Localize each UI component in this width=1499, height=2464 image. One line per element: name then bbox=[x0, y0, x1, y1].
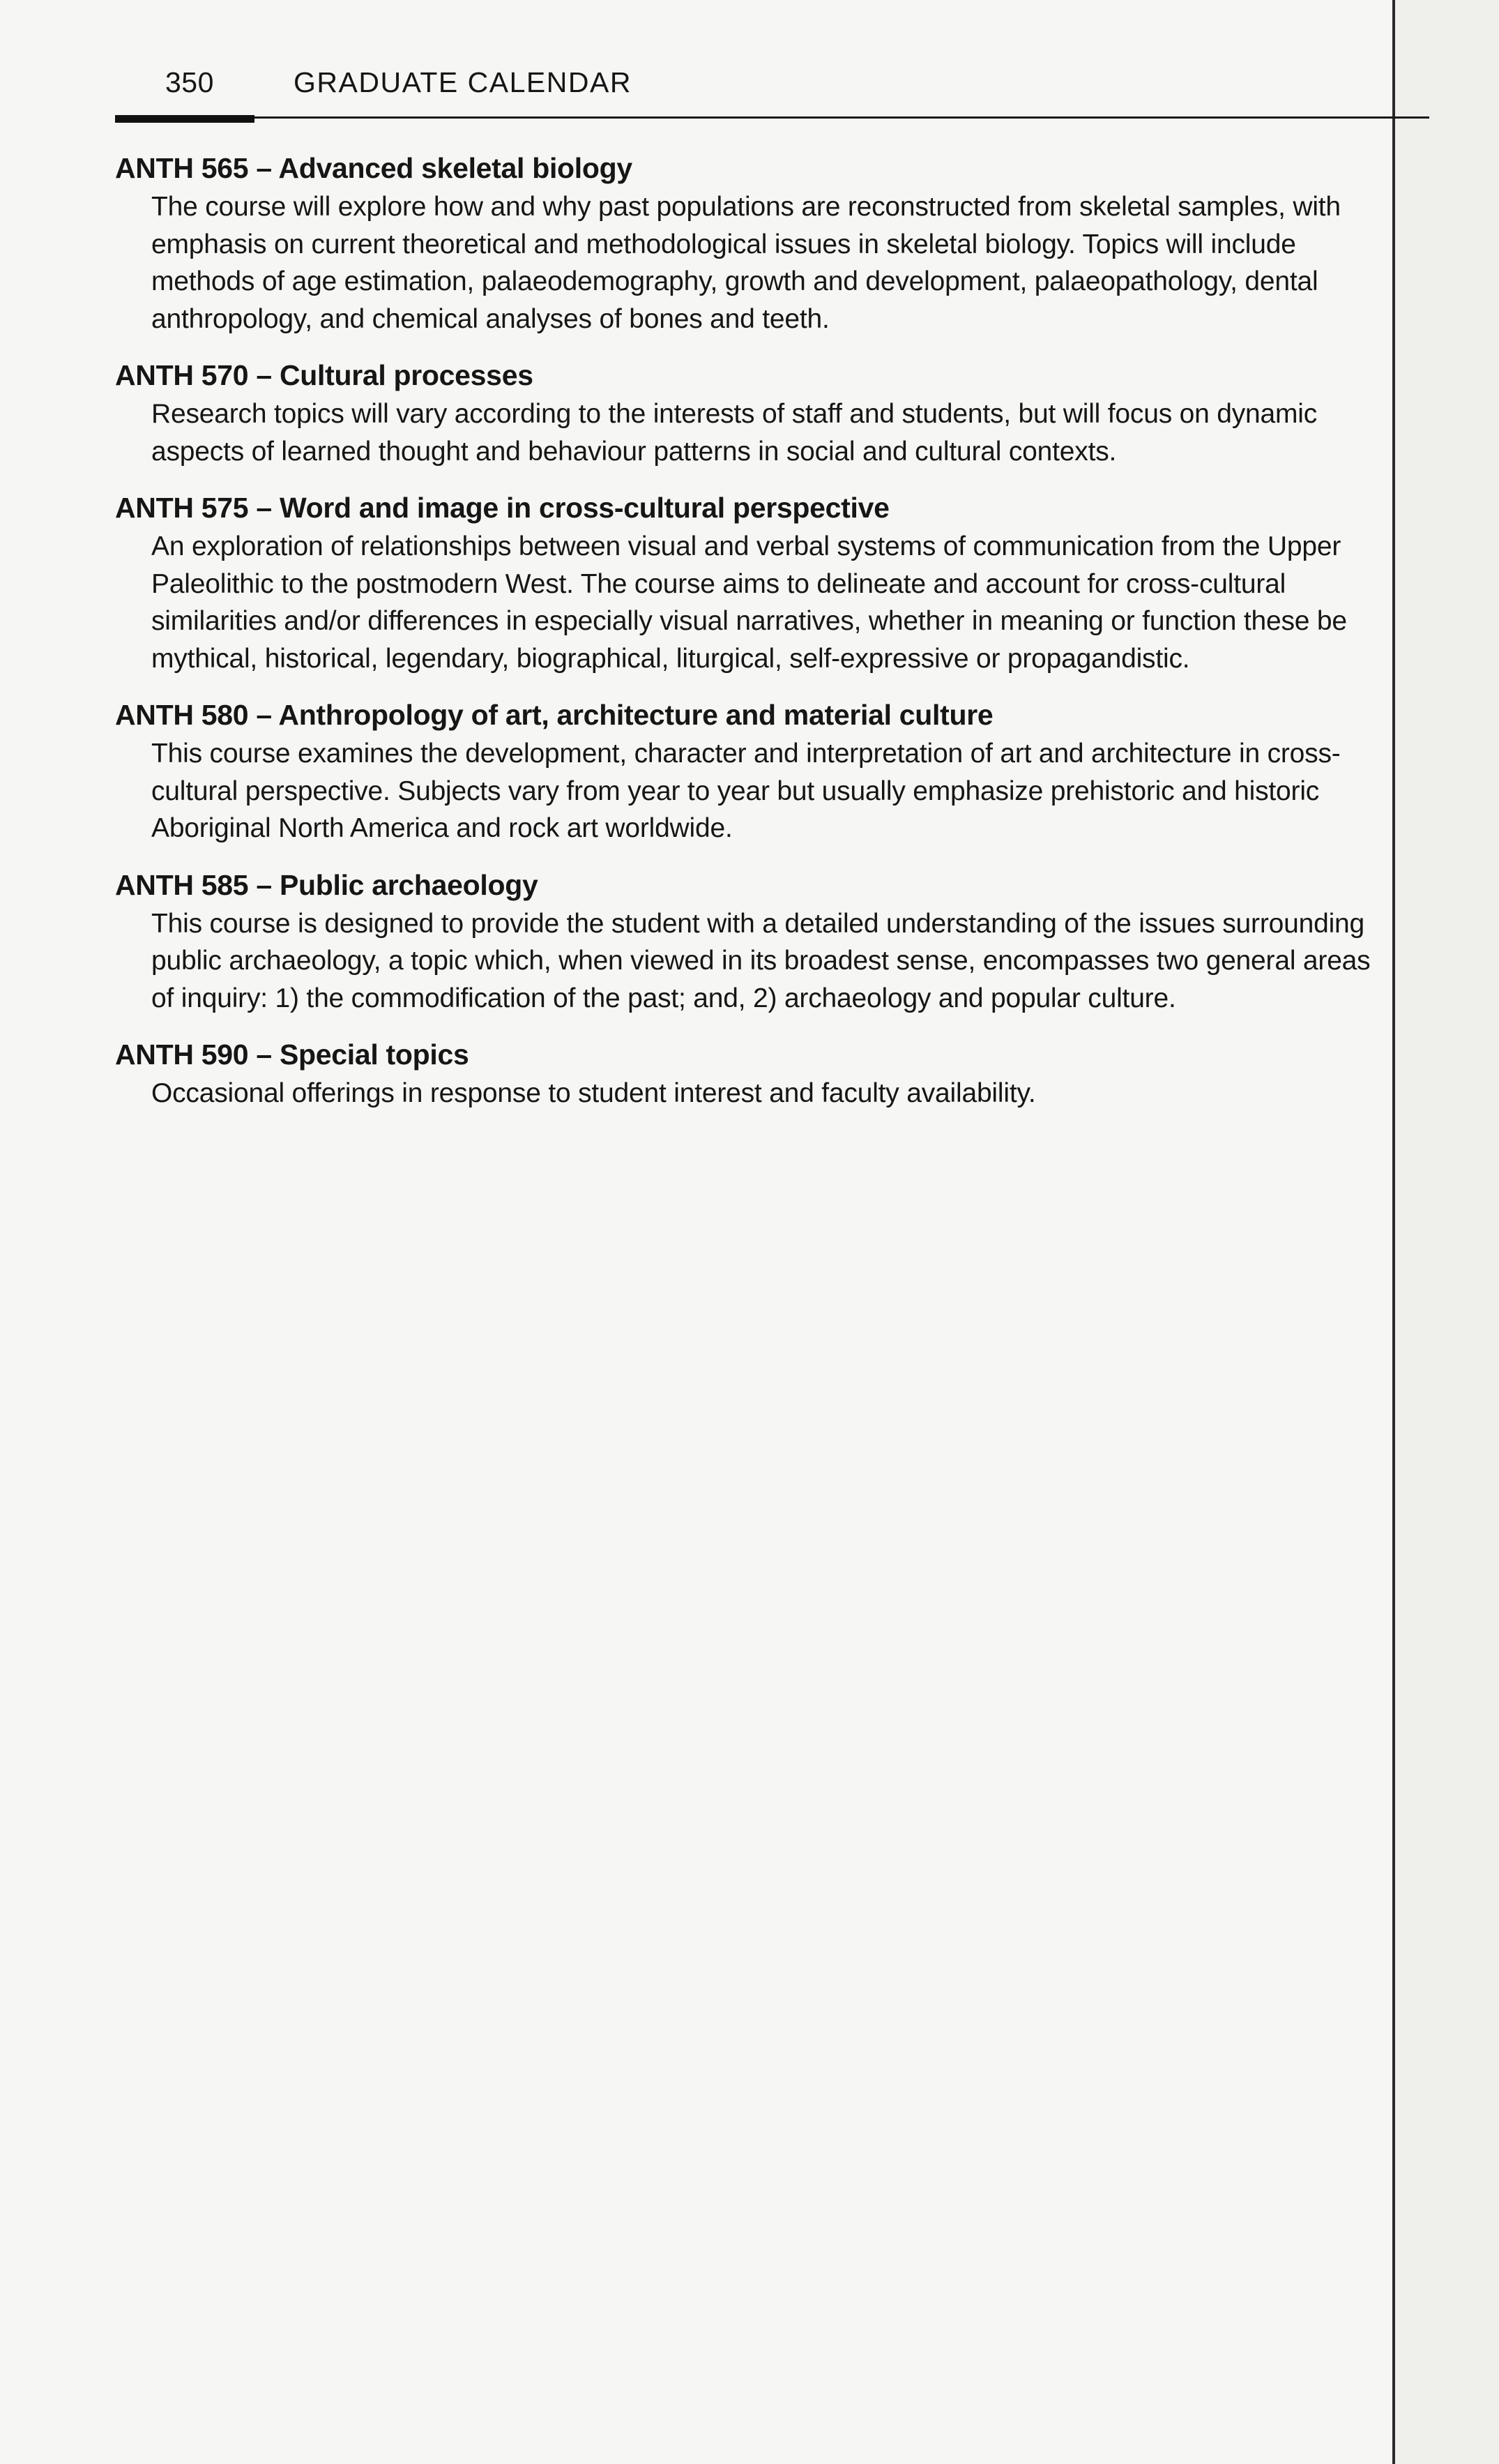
course-title: ANTH 565 – Advanced skeletal biology bbox=[115, 152, 632, 184]
course-description: This course examines the development, character and interpretation of art and architecture in cross-cultural perspective. Subjects vary from year to year but usually emphasize prehistoric and historic Aboriginal North America and rock art worldwide. bbox=[151, 739, 1341, 843]
header-rule bbox=[115, 116, 1429, 119]
course-description: The course will explore how and why past populations are reconstructed from skeletal samples, with emphasis on current theoretical and methodological issues in skeletal biology. Topics will include methods of age estimation, palaeodemography, growth and development, palaeopathology, dental anthropology, and chemical analyses of bones and teeth. bbox=[151, 192, 1341, 334]
course-title: ANTH 570 – Cultural processes bbox=[115, 359, 533, 391]
running-title: GRADUATE CALENDAR bbox=[294, 66, 632, 98]
course-title: ANTH 590 – Special topics bbox=[115, 1038, 469, 1071]
course-description: Research topics will vary according to the interests of staff and students, but will focus on dynamic aspects of learned thought and behaviour patterns in social and cultural contexts. bbox=[151, 399, 1318, 467]
course-description: Occasional offerings in response to student interest and faculty availability. bbox=[151, 1078, 1036, 1108]
course-description: This course is designed to provide the student with a detailed understanding of the issues surrounding public archaeology, a topic which, when viewed in its broadest sense, encompasses two general areas of inquiry: 1) the commodification of the past; and, 2) archaeology and popular culture. bbox=[151, 908, 1371, 1013]
page-header bbox=[115, 66, 1429, 122]
course-title: ANTH 580 – Anthropology of art, architecture and material culture bbox=[115, 699, 994, 731]
course-entry bbox=[115, 695, 1412, 847]
course-title: ANTH 575 – Word and image in cross-cultural perspective bbox=[115, 492, 890, 524]
course-description: An exploration of relationships between visual and verbal systems of communication from the Upper Paleolithic to the postmodern West. The course aims to delineate and account for cross-cultural similarities and/or differences in especially visual narratives, whether in meaning or function these be mythical, historical, legendary, biographical, liturgical, self-expressive or propagandistic. bbox=[151, 531, 1347, 674]
course-entry bbox=[115, 865, 1412, 1018]
course-entry bbox=[115, 148, 1412, 338]
course-entry bbox=[115, 355, 1412, 470]
header-rule-accent bbox=[115, 115, 254, 123]
course-list bbox=[115, 148, 1412, 1130]
course-entry bbox=[115, 1034, 1412, 1112]
page-number: 350 bbox=[165, 66, 214, 98]
course-entry bbox=[115, 487, 1412, 677]
course-title: ANTH 585 – Public archaeology bbox=[115, 868, 538, 901]
